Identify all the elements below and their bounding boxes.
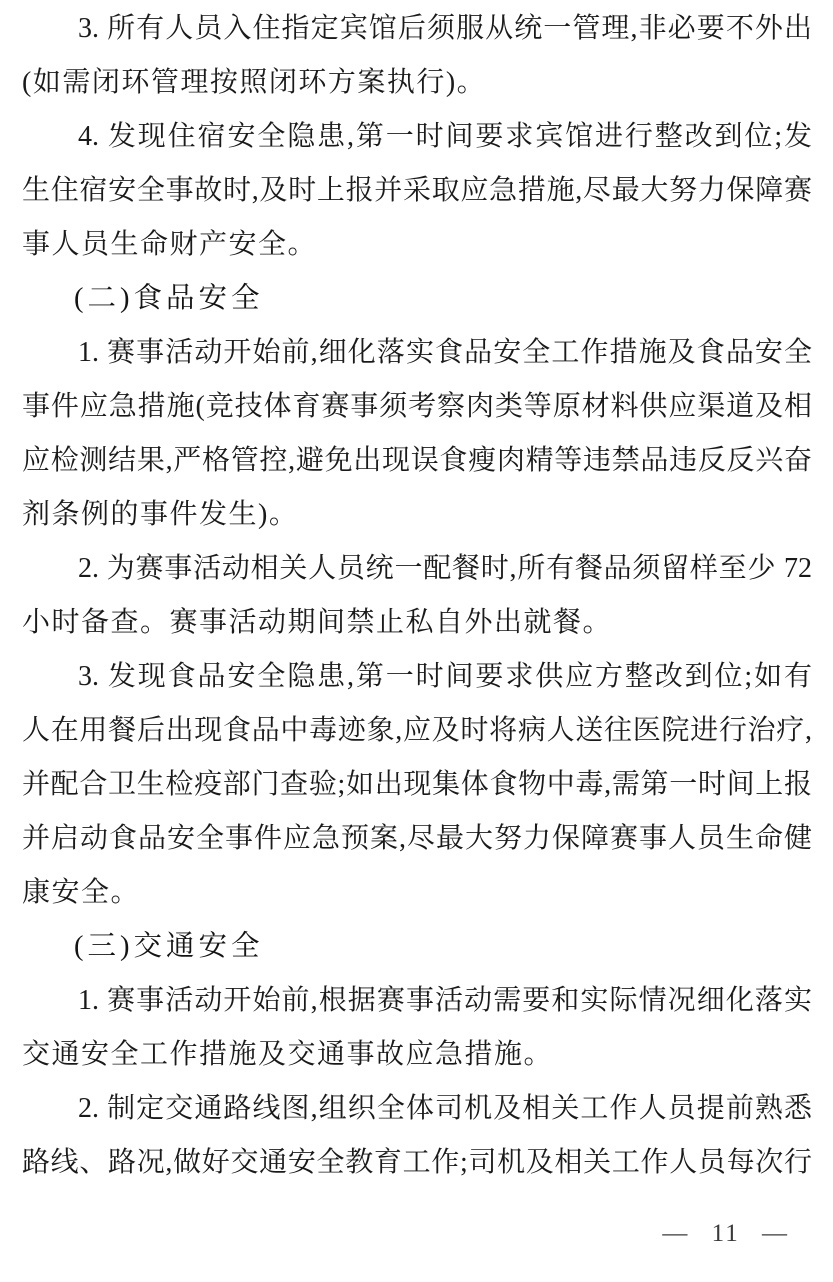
text-line: 事人员生命财产安全。 xyxy=(22,229,318,260)
text-line: 路线、路况,做好交通安全教育工作;司机及相关工作人员每次行 xyxy=(22,1147,812,1178)
text-line: 2. 制定交通路线图,组织全体司机及相关工作人员提前熟悉 xyxy=(78,1093,812,1124)
text-line: 人在用餐后出现食品中毒迹象,应及时将病人送往医院进行治疗, xyxy=(22,715,812,746)
text-line: 交通安全工作措施及交通事故应急措施。 xyxy=(22,1039,554,1070)
text-line: 1. 赛事活动开始前,根据赛事活动需要和实际情况细化落实 xyxy=(78,985,812,1016)
text-line: (如需闭环管理按照闭环方案执行)。 xyxy=(22,67,487,98)
text-line: 生住宿安全事故时,及时上报并采取应急措施,尽最大努力保障赛 xyxy=(22,175,812,206)
text-line: 剂条例的事件发生)。 xyxy=(22,499,299,530)
text-line: 应检测结果,严格管控,避免出现误食瘦肉精等违禁品违反反兴奋 xyxy=(22,445,812,476)
text-line: 小时备查。赛事活动期间禁止私自外出就餐。 xyxy=(22,607,613,638)
section-heading: (三)交通安全 xyxy=(74,931,264,962)
page-footer xyxy=(573,1186,789,1247)
text-line: 4. 发现住宿安全隐患,第一时间要求宾馆进行整改到位;发 xyxy=(78,121,812,152)
text-line: 事件应急措施(竞技体育赛事须考察肉类等原材料供应渠道及相 xyxy=(22,391,812,422)
page-number: — 11 — xyxy=(662,1220,789,1247)
section-heading: (二)食品安全 xyxy=(74,283,264,314)
text-line: 3. 发现食品安全隐患,第一时间要求供应方整改到位;如有 xyxy=(78,661,812,692)
text-line: 并启动食品安全事件应急预案,尽最大努力保障赛事人员生命健 xyxy=(22,823,812,854)
text-line: 1. 赛事活动开始前,细化落实食品安全工作措施及食品安全 xyxy=(78,337,812,368)
text-line: 并配合卫生检疫部门查验;如出现集体食物中毒,需第一时间上报 xyxy=(22,769,812,800)
text-line: 康安全。 xyxy=(22,877,141,908)
text-line: 2. 为赛事活动相关人员统一配餐时,所有餐品须留样至少 72 xyxy=(78,553,812,584)
document-body xyxy=(22,2,812,1190)
text-line: 3. 所有人员入住指定宾馆后须服从统一管理,非必要不外出 xyxy=(78,13,812,44)
